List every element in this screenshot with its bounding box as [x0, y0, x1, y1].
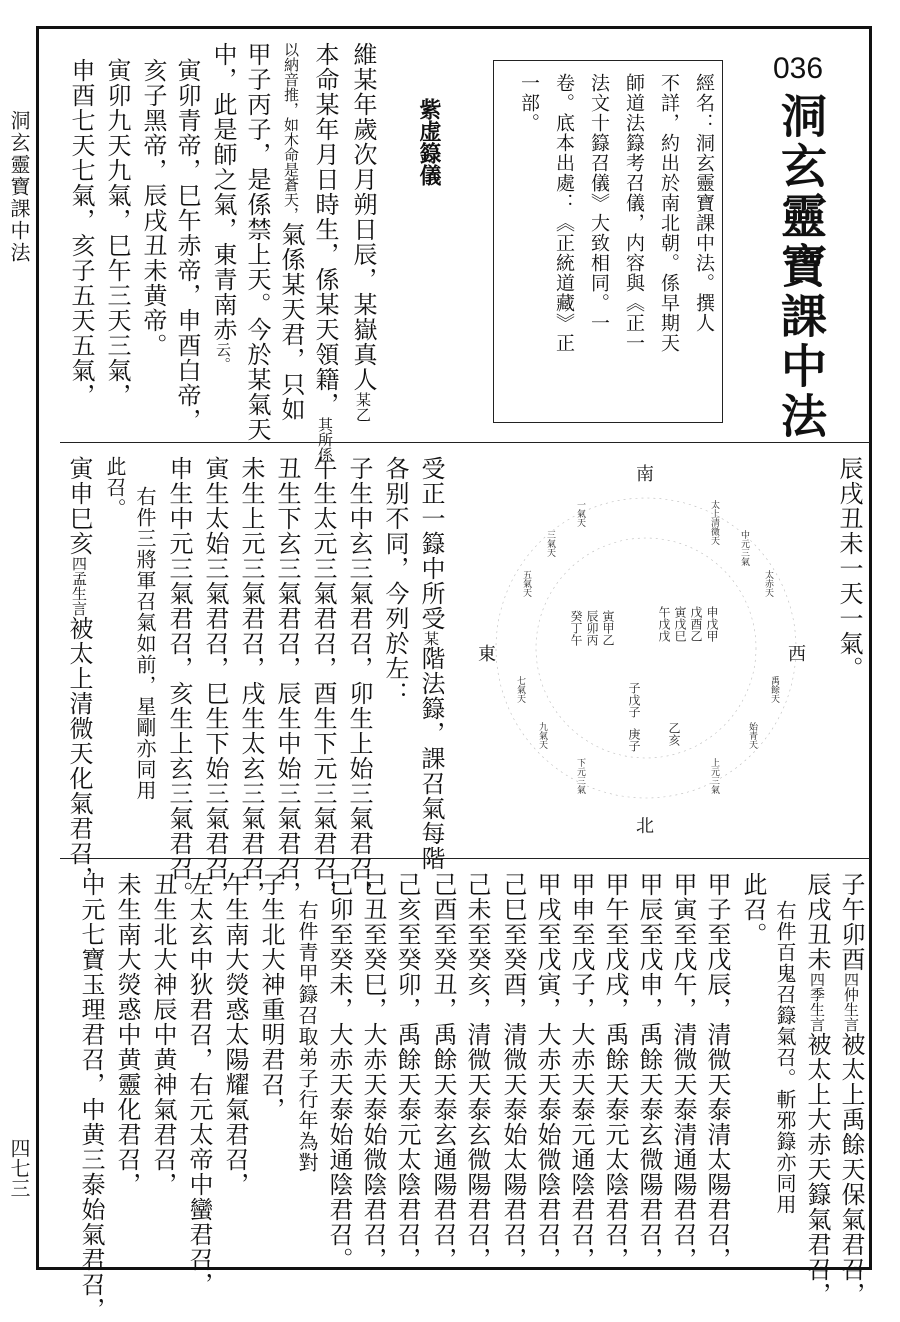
text-column: 甲寅至戊午，清微天泰清通陽君召， [669, 872, 697, 1272]
info-box [493, 60, 723, 423]
info-line: 不詳，約出於南北朝。係早期天 [658, 73, 680, 353]
outer-ring-label: 中元三氣 [739, 530, 749, 566]
outer-ring-label: 七氣天 [515, 676, 525, 703]
text-column: 此召。 [739, 872, 767, 947]
text-column: 右件百鬼召籙氣召。斬邪籙亦同用 [773, 900, 797, 1215]
text-column: 本命某年月日時生，係某天領籍，其所係 [311, 42, 339, 462]
inner-label: 辰卯丙 [585, 610, 599, 646]
text-column: 辰戌丑未四季生言被太上大赤天籙氣君召， [803, 872, 831, 1307]
outer-ring-label: 一氣天 [575, 500, 585, 527]
direction-south: 南 [636, 464, 654, 485]
text-column: 甲子至戊辰，清微天泰清太陽君召， [703, 872, 731, 1272]
info-line: 法文十籙召儀》大致相同。一 [588, 73, 610, 333]
outer-ring-label: 下元三氣 [575, 758, 585, 794]
doc-title: 洞玄靈寶課中法 [774, 92, 828, 442]
text-column: 己亥至癸卯，禹餘天泰元太陰君召， [393, 872, 421, 1272]
info-line: 經名：洞玄靈寶課中法。撰人 [693, 73, 715, 333]
text-column: 辰戌丑未一天一氣。 [835, 456, 863, 681]
info-line: 師道法籙考召儀，内容與《正一 [623, 73, 645, 353]
direction-west: 西 [788, 644, 806, 665]
inner-label: 子戊子 [627, 682, 641, 718]
outer-ring-label: 五氣天 [521, 570, 531, 597]
text-column: 受正一籙中所受某階法籙，課召氣每階 [417, 456, 445, 871]
running-title: 洞玄靈寶課中法 [7, 110, 31, 264]
direction-east: 東 [478, 644, 496, 665]
text-column: 午生南大熒惑太陽耀氣君召， [221, 872, 249, 1197]
text-column: 甲午至戊戌，禹餘天泰元太陰君召， [601, 872, 629, 1272]
page-number: 四七三 [7, 1138, 31, 1198]
diagram-rings [476, 460, 816, 850]
text-column: 亥子黑帝，辰戌丑未黄帝。 [139, 58, 167, 358]
text-column: 申酉七天七氣，亥子五天五氣， [67, 58, 95, 408]
inner-label: 寅戊巳 [673, 606, 687, 642]
text-column: 子生北大神重明君召， [257, 872, 285, 1122]
text-column: 右件青甲籙召取弟子行年為對 [295, 900, 319, 1173]
text-column: 己酉至癸丑，禹餘天泰玄通陽君召， [429, 872, 457, 1272]
doc-number: 036 [773, 52, 824, 85]
text-column: 己丑至癸巳，大赤天泰始微陰君召， [359, 872, 387, 1272]
text-column: 中元七寶玉理君召，中黄三泰始氣君召， [77, 872, 105, 1322]
text-column: 己卯至癸未，大赤天泰始通陰君召。 [325, 872, 353, 1272]
text-column: 維某年歲次月朔日辰，某嶽真人某乙 [349, 42, 377, 422]
outer-ring-label: 始青天 [747, 722, 757, 749]
text-column: 中，此是師之氣，東青南赤云。 [209, 42, 237, 372]
text-column: 各别不同，今列於左： [381, 456, 409, 706]
divider-top [60, 442, 870, 443]
inner-label: 庚子 [627, 728, 641, 752]
text-column: 午生太元三氣君召，酉生下元三氣君召， [309, 456, 337, 906]
text-column: 寅卯九天九氣，巳午三天三氣， [103, 58, 131, 408]
info-line: 卷。底本出處：《正統道藏》正 [553, 73, 575, 353]
section-heading: 紫虚籙儀 [416, 98, 442, 186]
text-column: 甲戌至戊寅，大赤天泰始微陰君召， [533, 872, 561, 1272]
outer-ring-label: 上元三氣 [709, 758, 719, 794]
inner-label: 癸丁午 [569, 610, 583, 646]
outer-ring-label: 九氣天 [537, 722, 547, 749]
text-column: 丑生下玄三氣君召，辰生中始三氣君召， [273, 456, 301, 906]
inner-label: 申戊甲 [705, 606, 719, 642]
text-column: 右件三將軍召氣如前，星剛亦同用 [133, 486, 157, 801]
orientation-diagram [476, 460, 816, 850]
info-line: 一部。 [518, 73, 540, 133]
text-column: 甲辰至戊申，禹餘天泰玄微陽君召， [635, 872, 663, 1272]
inner-label: 乙亥 [667, 722, 681, 746]
text-column: 己巳至癸酉，清微天泰始太陽君召， [499, 872, 527, 1272]
text-column: 以納音推，如木命是蒼天，氣係某天君，只如 [277, 42, 305, 422]
text-column: 未生上元三氣君召，戌生太玄三氣君召， [237, 456, 265, 906]
inner-label: 午戊戊 [657, 606, 671, 642]
text-column: 左太玄中狄君召，右元太帝中蠻君召， [185, 872, 213, 1297]
direction-north: 北 [636, 816, 654, 837]
outer-ring-label: 禹餘天 [769, 676, 779, 703]
text-column: 己未至癸亥，清微天泰玄微陽君召， [463, 872, 491, 1272]
text-column: 未生南大熒惑中黄靈化君召， [113, 872, 141, 1197]
text-column: 寅卯青帝，巳午赤帝，申酉白帝， [173, 58, 201, 433]
inner-label: 戊酉乙 [689, 606, 703, 642]
text-column: 申生中元三氣君召，亥生上玄三氣君召。 [165, 456, 193, 906]
outer-ring-label: 三氣天 [545, 530, 555, 557]
text-column: 丑生北大神辰中黄神氣君召， [149, 872, 177, 1197]
inner-label: 寅甲乙 [601, 610, 615, 646]
text-column: 子午卯酉四仲生言被太上禹餘天保氣君召， [837, 872, 865, 1307]
text-column: 甲申至戊子，大赤天泰元通陰君召， [567, 872, 595, 1272]
text-column: 寅申巳亥四孟生言被太上清微天化氣君召， [65, 456, 93, 891]
text-column: 寅生太始三氣君召，巳生下始三氣君召， [201, 456, 229, 906]
outer-ring-label: 太赤天 [763, 570, 773, 597]
text-column: 此召。 [103, 456, 127, 519]
outer-ring-label: 太上清微天 [709, 500, 719, 545]
text-column: 子生中玄三氣君召，卯生上始三氣君召， [345, 456, 373, 906]
text-column: 甲子丙子，是係禁上天。今於某氣天 [243, 42, 271, 442]
